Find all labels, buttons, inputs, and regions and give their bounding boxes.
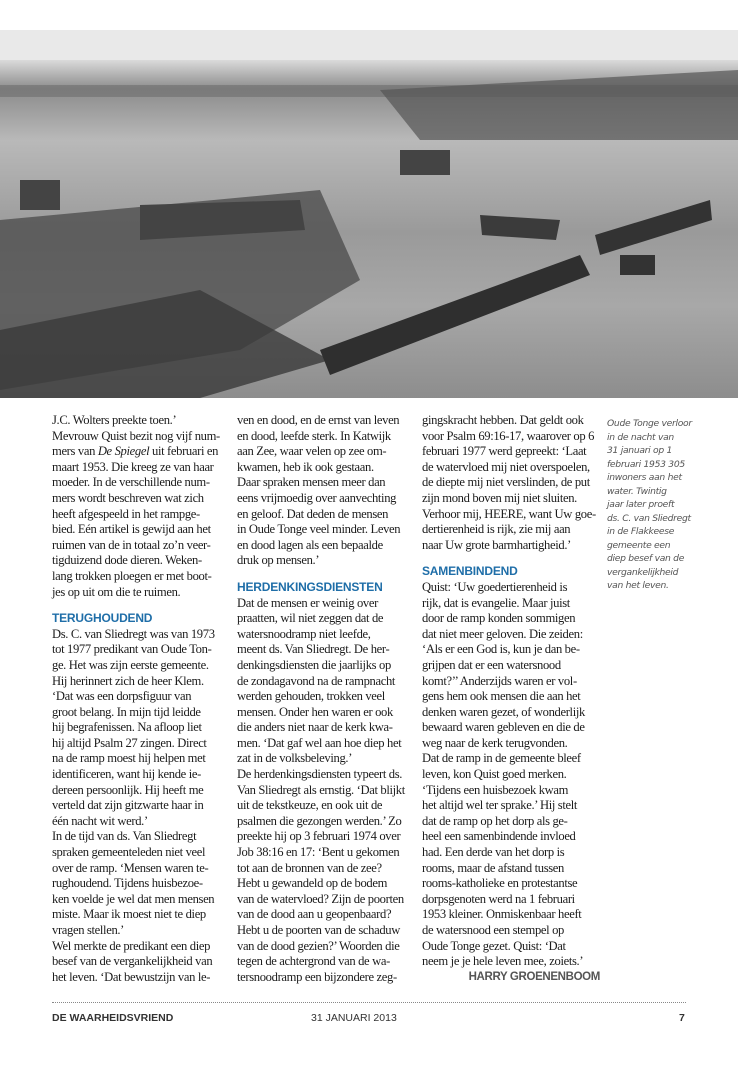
text-line: praatten, wil niet zeggen dat de [237, 611, 384, 626]
text-line: leven, kon Quist goed merken. [422, 767, 567, 782]
text-line: en dood, leefde sterk. In Katwijk [237, 428, 391, 443]
caption-line: Oude Tonge verloor [607, 418, 692, 429]
text-line: maart 1953. Die kreeg ze van haar [52, 459, 214, 474]
text-line: verteld dat zijn gitzwarte haar in [52, 798, 204, 813]
text-line: Quist: ‘Uw goedertierenheid is [422, 579, 568, 594]
text-line: identificeren, want hij kende ie- [52, 767, 201, 782]
text-line: lang trokken ploegen er met boot- [52, 568, 212, 583]
text-line: van de dood aan u geopenbaard? [237, 907, 392, 922]
text-line: heeft afgespeeld in het rampge- [52, 506, 200, 521]
text-line: ‘Tijdens een huisbezoek kwam [422, 782, 569, 797]
text-line: het altijd wel ter sprake.’ Hij stelt [422, 798, 578, 813]
text-line: en dood lagen als een bepaalde [237, 537, 383, 552]
text-line: zijn mond boven mij niet sluiten. [422, 490, 577, 505]
text-line: dat niet meer geloven. Die zeiden: [422, 626, 583, 641]
text-line: één nacht wit werd.’ [52, 813, 148, 828]
text-line: na de ramp moest hij helpen met [52, 751, 206, 766]
article-column-2 [237, 413, 415, 985]
text-line: ge. Het was zijn eerste gemeente. [52, 657, 209, 672]
text-line: gingskracht hebben. Dat geldt ook [422, 413, 584, 427]
text-line: Verhoor mij, HEERE, want Uw goe- [422, 506, 596, 521]
text-line: naar Uw grote barmhartigheid.’ [422, 537, 571, 552]
text-line: tersnoodramp een bijzondere zeg- [237, 969, 397, 984]
text-line: gens hem ook mensen die aan het [422, 689, 581, 704]
text-line: mers van De Spiegel uit februari en [52, 444, 219, 459]
footer-divider [52, 1002, 686, 1003]
text-line: moeder. In de verschillende num- [52, 475, 210, 490]
author-byline: HARRY GROENENBOOM [468, 970, 600, 983]
text-line: druk op mensen.’ [237, 553, 320, 568]
text-line: De herdenkingsdiensten typeert ds. [237, 767, 403, 782]
text-line: Oude Tonge gezet. Quist: ‘Dat [422, 938, 566, 953]
text-line: van de dood gezien?’ Woorden die [237, 938, 400, 953]
text-line: de diepte mij niet verslinden, de put [422, 475, 590, 490]
text-line: Ds. C. van Sliedregt was van 1973 [52, 626, 215, 641]
text-line: Job 38:16 en 17: ‘Bent u gekomen [237, 845, 400, 860]
caption-line: ds. C. van Sliedregt [607, 512, 691, 524]
text-line: de watervloed mij niet overspoelen, [422, 459, 590, 474]
text-line: bied. Eén artikel is gewijd aan het [52, 522, 211, 537]
text-line: aan Zee, waar velen op zee om- [237, 444, 387, 459]
caption-line: inwoners aan het [607, 472, 682, 483]
caption-line: vergankelijkheid [607, 566, 679, 578]
text-line: neem je je hele leven mee, zoiets.’ [422, 954, 584, 969]
text-line: Dat de mensen er weinig over [237, 595, 378, 610]
section-heading: TERUGHOUDEND [52, 611, 153, 626]
text-line: dat de ramp op het dorp als ge- [422, 813, 568, 828]
text-line: dereen persoonlijk. Hij heeft me [52, 782, 204, 797]
text-line: rooms-katholieke en protestantse [422, 876, 578, 891]
publication-name: DE WAARHEIDSVRIEND [52, 1012, 174, 1024]
text-line: rughoudend. Tijdens huisbezoe- [52, 876, 203, 891]
photo-caption [607, 417, 702, 593]
text-line: uit de tekstkeuze, en ook uit de [237, 798, 383, 813]
text-line: Dat de ramp in de gemeente bleef [422, 751, 581, 766]
text-line: eens vrijmoedig over aanvechting [237, 490, 397, 505]
text-line: Mevrouw Quist bezit nog vijf num- [52, 428, 220, 443]
text-line: had. Een derde van het dorp is [422, 845, 565, 860]
text-line: werden gehouden, trokken veel [237, 689, 385, 704]
page-number: 7 [679, 1012, 685, 1024]
text-line: door de ramp konden sommigen [422, 611, 576, 626]
caption-line: in de nacht van [607, 431, 674, 443]
text-line: Daar spraken mensen meer dan [237, 475, 386, 490]
text-line: denkingsdiensten die jaarlijks op [237, 657, 391, 672]
text-line: komt?’’ Anderzijds waren er vol- [422, 673, 577, 688]
caption-line: jaar later proeft [607, 499, 675, 510]
text-line: Hebt u gewandeld op de bodem [237, 876, 388, 891]
text-line: dertierenheid is rijk, zie mij aan [422, 522, 571, 537]
text-line: van de watervloed? Zijn de poorten [237, 891, 404, 906]
text-line: dorpsgenoten werd na 1 februari [422, 891, 575, 906]
text-line: Hij herinnert zich de heer Klem. [52, 673, 204, 688]
text-line: zat in de volksbeleving.’ [237, 751, 353, 766]
article-column-3 [422, 413, 600, 985]
text-line: tot aan de bronnen van de zee? [237, 860, 382, 875]
caption-line: diep besef van de [607, 553, 685, 564]
text-line: ven en dood, en de ernst van leven [237, 413, 400, 427]
text-line: ‘Als er een God is, kun je dan be- [422, 642, 580, 657]
text-line: miste. Maar ik moest niet te diep [52, 907, 206, 922]
text-line: kwamen, heb ik ook gestaan. [237, 459, 374, 474]
caption-line: gemeente een [607, 539, 671, 551]
text-line: Hebt u de poorten van de schaduw [237, 923, 400, 937]
caption-line: februari 1953 305 [607, 458, 685, 470]
text-line: vragen stellen.’ [52, 923, 125, 937]
text-line: mensen. Onder hen waren er ook [237, 704, 393, 719]
text-line: februari 1977 werd gepreekt: ‘Laat [422, 444, 587, 459]
text-line: over de ramp. ‘Mensen waren te- [52, 860, 209, 875]
text-line: J.C. Wolters preekte toen.’ [52, 413, 177, 427]
article-column-1 [52, 413, 232, 985]
issue-date: 31 JANUARI 2013 [311, 1012, 397, 1024]
text-line: tigduizend dode dieren. Weken- [52, 553, 202, 568]
caption-line: van het leven. [607, 580, 669, 591]
text-line: grijpen dat er een watersnood [422, 657, 561, 672]
text-line: 1953 kleiner. Onmiskenbaar heeft [422, 907, 582, 922]
text-line: weg naar de kerk terugvonden. [422, 735, 568, 750]
text-line: besef van de vergankelijkheid van [52, 954, 213, 969]
text-line: hij begrafenissen. Na afloop liet [52, 720, 202, 735]
caption-line: water. Twintig [607, 485, 667, 497]
text-line: rooms, maar de afstand tussen [422, 860, 564, 875]
text-line: watersnoodramp niet leefde, [237, 626, 371, 641]
text-line: jes op uit om die te ruimen. [52, 584, 181, 599]
text-line: heel een samenbindende invloed [422, 829, 576, 844]
section-heading: HERDENKINGSDIENSTEN [237, 579, 383, 594]
caption-line: in de Flakkeese [607, 526, 675, 537]
text-line: groot belang. In mijn tijd leidde [52, 704, 201, 719]
text-line: en geloof. Dat deden de mensen [237, 506, 389, 521]
text-line: de watersnood een stempel op [422, 923, 564, 937]
text-line: Van Sliedregt als ernstig. ‘Dat blijkt [237, 782, 405, 797]
section-heading: SAMENBINDEND [422, 564, 518, 579]
text-line: psalmen die gezongen werden.’ Zo [237, 813, 402, 828]
text-line: ruimen van de in totaal zo’n veer- [52, 537, 211, 552]
text-line: denken waren gezet, of wonderlijk [422, 704, 585, 719]
text-line: ‘Dat was een dorpsfiguur van [52, 689, 192, 704]
caption-line: 31 januari op 1 [607, 445, 673, 456]
text-line: tegen de achtergrond van de wa- [237, 954, 390, 969]
text-line: spraken gemeenteleden niet veel [52, 845, 206, 860]
text-line: hij altijd Psalm 27 zingen. Direct [52, 735, 207, 750]
text-line: preekte hij op 3 februari 1974 over [237, 829, 401, 844]
text-line: rijk, dat is evangelie. Maar juist [422, 595, 570, 610]
text-line: het leven. ‘Dat bewustzijn van le- [52, 969, 211, 984]
text-line: mers wordt beschreven wat zich [52, 490, 204, 505]
flood-photo [0, 30, 738, 398]
text-line: In de tijd van ds. Van Sliedregt [52, 829, 197, 844]
text-line: voor Psalm 69:16-17, waarover op 6 [422, 428, 595, 443]
text-line: ken voelde je wel dat men mensen [52, 891, 215, 906]
text-line: Wel merkte de predikant een diep [52, 938, 211, 953]
text-line: de zondagavond na de rampnacht [237, 673, 396, 688]
text-line: die anders niet naar de kerk kwa- [237, 720, 393, 735]
text-line: men. ‘Dat gaf wel aan hoe diep het [237, 735, 402, 750]
text-line: bewaard waren gebleven en die de [422, 720, 585, 735]
text-line: in Oude Tonge veel minder. Leven [237, 522, 401, 537]
text-line: tot 1977 predikant van Oude Ton- [52, 642, 212, 657]
text-line: meent ds. Van Sliedregt. De her- [237, 642, 390, 657]
